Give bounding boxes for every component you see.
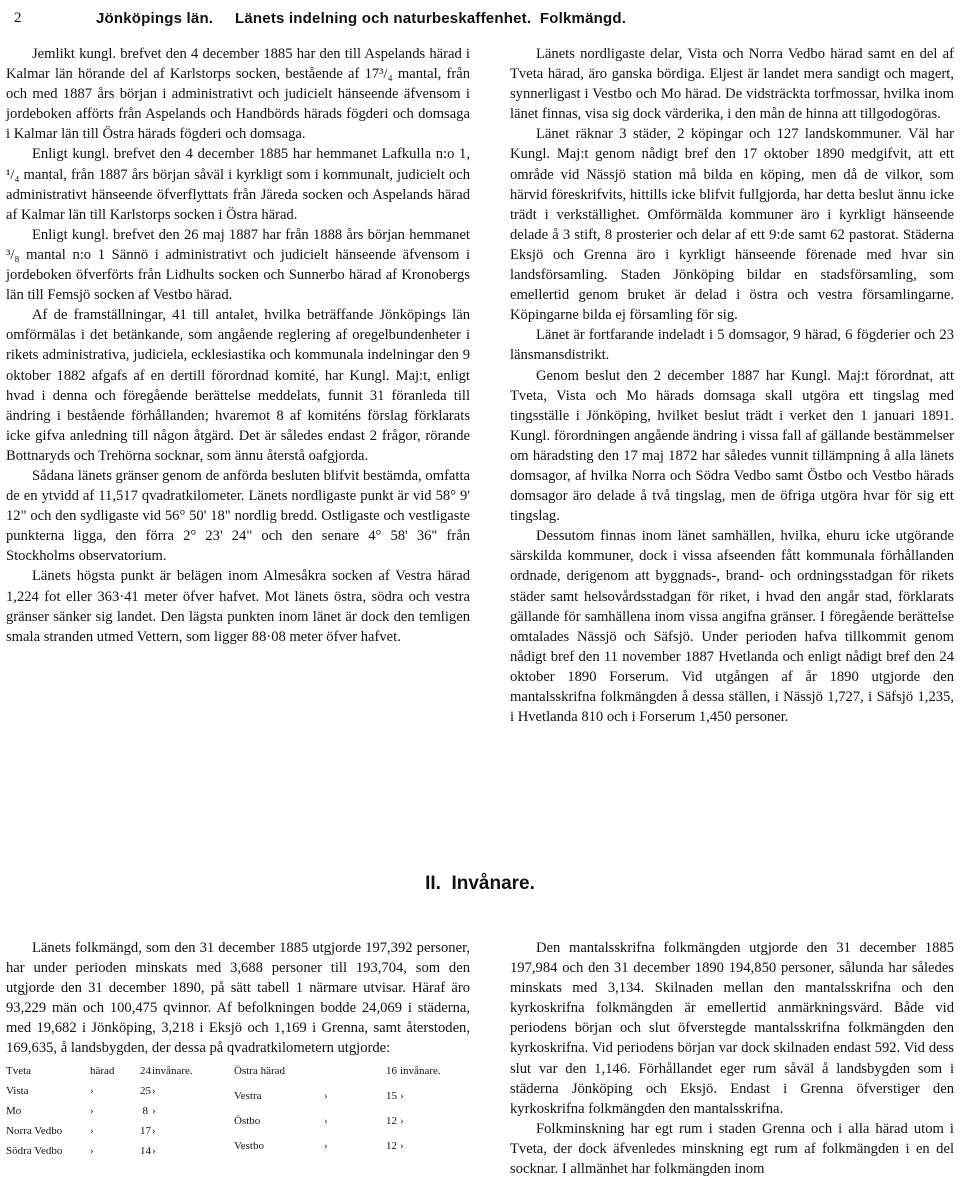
density-row-unit [324, 1061, 386, 1086]
density-row-name: Vestbo [234, 1139, 264, 1152]
left-column-bottom [6, 938, 470, 1161]
density-row-value: 25 [140, 1084, 151, 1097]
density-row-unit: › [324, 1139, 328, 1152]
paragraph: Dessutom finnas inom länet samhällen, hvilka, ehuru icke utgörande särskilda kommuner, dock i vissa afseenden fått kommunala förhållanden ordnade, derigenom att byggnads-, brand- och ordningsstadgan för rikets städer samt helsovårdsstadgan för riket, i hvad den angår stad, förklarats gällande för samhällena inom vissa angifna gränser. I föregående berättelse omtalades Nässjö och Säfsjö. Under perioden hafva tillkommit genom nådigt bref den 11 november 1887 Hvetlanda och enligt nådigt bref den 24 oktober 1890 Forserum. Vid utgången af år 1890 utgjorde den mantalsskrifna folkmängden å dessa ställen, i Nässjö 1,727, i Säfsjö 1,235, i Hvetlanda 810 och i Forserum 1,450 personer. [510, 528, 954, 726]
left-column-top [6, 44, 470, 647]
paragraph: Genom beslut den 2 december 1887 har Kungl. Maj:t förordnat, att Tveta, Vista och Mo härads domsaga skall utgöra ett tingslag med tingsställe i Jönköping, hvilket beslut trädt i verket den 1 januari 1891. Kungl. förordningen angående ändring i vissa fall af gällande bestämmelser om häradsting den 17 maj 1872 har således vunnit tillämpning å alla länets domsagor, af hvilka Norra och Södra Vedbo samt Östbo och Vestbo härads domsagor äro delade å två tingslag, men de öfriga utgöra hvar för sig ett tingslag. [510, 367, 954, 525]
paragraph: Jemlikt kungl. brefvet den 4 december 1885 har den till Aspelands härad i Kalmar län hörande del af Karlstorps socken, bestående af 17³/₄ mantal, från och med 1887 års början i administrativt och judicielt hänseende äfvensom i jordeboken afförts från Aspelands och Handbörds härads fögderi och domsaga i Kalmar län till Östra härads fögderi och domsaga. [6, 46, 470, 143]
paragraph: Af de framställningar, 41 till antalet, hvilka beträffande Jönköpings län omförmälas i det betänkande, som angående reglering af oregelbundenheter i rikets administrativa, judiciela, ecklesiastika och kommunala indelningar den 9 oktober 1882 afgafs af en dertill förordnad komité, har Kungl. Maj:t, enligt hvad i denna och föregående berättelse meddelats, funnit 31 föranleda till ändring i bestående förhållanden; hvaremot 8 af komiténs förslag förklarats icke gifva anledning till någon åtgärd. Det är således endast 2 frågor, rörande Bottnaryds och Trehörna socknar, som ännu återstå oafgjorda. [6, 307, 470, 464]
page-header [6, 4, 950, 32]
density-row-label: › [400, 1089, 404, 1102]
section-title: II. Invånare. [425, 873, 535, 894]
paragraph: Länets högsta punkt är belägen inom Almesåkra socken af Vestra härad 1,224 fot eller 363·41 meter öfver hafvet. Mot länets östra, södra och vestra gränser sänker sig landet. Den lägsta punkten inom länet är dock den temligen smala stranden utmed Vettern, som ligger 88·08 meter öfver hafvet. [6, 568, 470, 645]
density-table [6, 1061, 470, 1161]
density-row-name: Östbo [234, 1114, 261, 1127]
density-row-unit: › [90, 1104, 94, 1117]
paragraph: Länets folkmängd, som den 31 december 1885 utgjorde 197,392 personer, har under perioden minskats med 3,688 personer till 193,704, som den utgjorde den 31 december 1890, på sätt tabell 1 närmare utvisar. Häraf äro 93,229 män och 100,475 qvinnor. Af befolkningen bodde 24,069 i städerna, med 19,682 i Jönköping, 3,218 i Eksjö och 1,169 i Grenna, samt återstoden, 169,635, å landsbygden, der dessa på qvadratkilometern utgjorde: [6, 940, 470, 1057]
paragraph: Länet räknar 3 städer, 2 köpingar och 127 landskommuner. Väl har Kungl. Maj:t genom nådigt bref den 17 oktober 1890 medgifvit, att ett område vid Nässjö station må bilda en köping, men då de vilkor, som härvid föreskrifvits, hittills icke blifvit fullgjorda, har detta beslut ännu icke trädt i verkställighet. Omförmälda kommuner äro i kyrkligt hänseende delade å 3 stift, 8 prosterier och delar af ett 9:de samt 62 pastorat. Städerna Eksjö och Grenna äro i kyrkligt hänseende förenade med hvar sin landsförsamling. Staden Jönköping bildar en stadsförsamling, som emellertid genom bruket är delad i östra och vestra församlingarne. Köpingarne bilda ej församling för sig. [510, 126, 954, 324]
density-row-value: 17 [140, 1124, 151, 1137]
density-table-right [234, 1061, 460, 1161]
density-row-unit: › [324, 1089, 328, 1102]
density-row-label: › [400, 1114, 404, 1127]
density-row-value: 15 [386, 1089, 397, 1102]
density-row-label: › [152, 1124, 156, 1137]
density-row-value: 16 [386, 1064, 397, 1077]
density-row-name: Södra Vedbo [6, 1144, 63, 1157]
paragraph: Folkminskning har egt rum i staden Grenna och i alla härad utom i Tveta, der dock äfvenledes minskning egt rum af folkmängden i en del socknar. I allmänhet har folkmängden inom [510, 1120, 954, 1178]
density-row-name: Norra Vedbo [6, 1124, 63, 1137]
density-row-name: Tveta [6, 1064, 32, 1077]
density-row-label: invånare. [400, 1064, 441, 1077]
density-row-label: › [152, 1144, 156, 1157]
density-row-value: 12 [386, 1139, 397, 1152]
paragraph: Enligt kungl. brefvet den 26 maj 1887 har från 1888 års början hemmanet ³/₈ mantal n:o 1 Sännö i administrativt och judicielt hänseende äfvensom i jordeboken öfverförts från Lidhults socken och Sunnerbo härad af Kronobergs län till Femsjö socken af Vestbo härad. [6, 226, 470, 304]
density-row-name: Mo [6, 1104, 22, 1117]
paragraph: Den mantalsskrifna folkmängden utgjorde den 31 december 1885 197,984 och den 31 december 1890 194,850 personer, sålunda har således minskats med 3,134. Skilnaden mellan den mantalsskrifna och den kyrkoskrifna folkmängden är emellertid anmärkningsvärd. Både vid periodens början och slut öfverstegde mantalsskrifna folkmängden den kyrkoskrifna. Vid periodens början var dock skilnaden endast 592. Vid dess slut var den 1,146. Förhållandet eger rum såväl å landsbygden som i städerna Jönköping och Eksjö. Endast i Grenna öfverstiger den kyrkoskrifna folkmängden den mantalsskrifna. [510, 940, 954, 1117]
density-row-value: 24 [140, 1064, 151, 1077]
density-row-unit: › [90, 1144, 94, 1157]
density-table-left [6, 1061, 212, 1161]
density-row-unit: härad [90, 1064, 115, 1077]
page-number: 2 [14, 10, 22, 26]
density-row-label: › [400, 1139, 404, 1152]
density-row-unit: › [90, 1124, 94, 1137]
paragraph: Sådana länets gränser genom de anförda besluten blifvit bestämda, omfatta de en ytvidd af 11,517 qvadratkilometer. Länets nordligaste punkt är vid 58° 9' 12" och den sydligaste vid 56° 50' 18" nordlig bredd. Ostligaste och vestligaste punkterna ligga, den förra 2° 23' 24" och den senare 4° 58' 36" från Stockholms observatorium. [6, 467, 470, 565]
running-title: Jönköpings län. Länets indelning och naturbeskaffenhet. Folkmängd. [96, 10, 627, 27]
right-column-top [510, 44, 954, 727]
density-row-label: › [152, 1104, 156, 1117]
density-row-value: 8 [142, 1104, 148, 1117]
density-row-label: › [152, 1084, 156, 1097]
paragraph: Enligt kungl. brefvet den 4 december 1885 har hemmanet Lafkulla n:o 1, ¹/₄ mantal, från 1887 års början såväl i kyrkligt som i kommunalt, judicielt och administrativt hänseende öfverflyttats från Järeda socken och Aspelands härad af Kalmar län till Karlstorps socken i Östra härad. [6, 146, 470, 223]
density-row-name: Vestra [234, 1089, 262, 1102]
density-row-name: Vista [6, 1084, 29, 1097]
paragraph: Länet är fortfarande indeladt i 5 domsagor, 9 härad, 6 fögderier och 23 länsmansdistrikt. [510, 327, 954, 364]
density-row-value: 14 [140, 1144, 151, 1157]
paragraph: Länets nordligaste delar, Vista och Norra Vedbo härad samt en del af Tveta härad, äro ganska bördiga. Eljest är landet mera sandigt och magert, synnerligast i Vestbo och Mo härad. De vidsträckta torfmossar, hvilka inom länet finnas, visa sig dock värderika, i den mån de hinna att tillgodogöras. [510, 46, 954, 123]
density-row-unit: › [90, 1084, 94, 1097]
density-row-label: invånare. [152, 1064, 193, 1077]
density-row-name: Östra härad [234, 1064, 286, 1077]
density-row-value: 12 [386, 1114, 397, 1127]
density-row-unit: › [324, 1114, 328, 1127]
right-column-bottom [510, 938, 954, 1179]
